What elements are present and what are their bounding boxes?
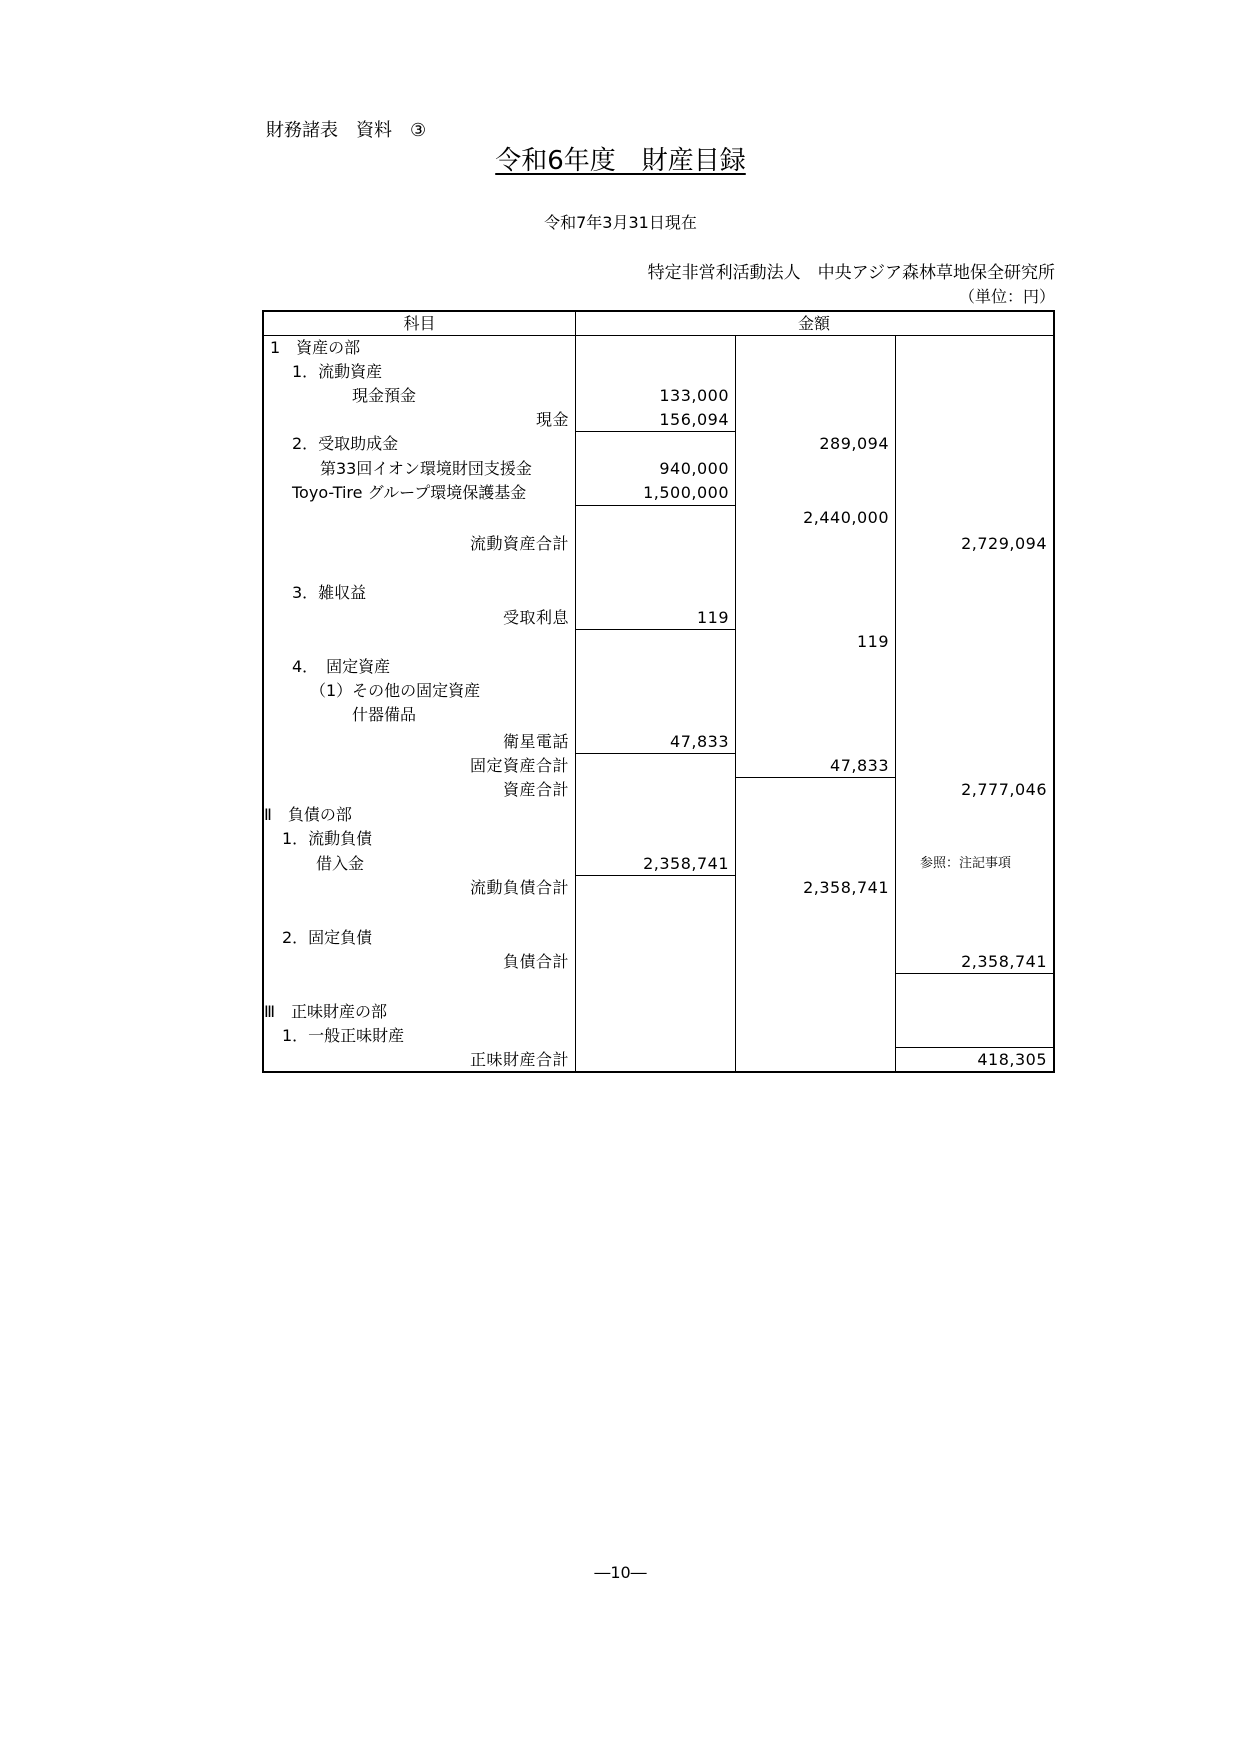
cash-deposits-amount: 133,000 (659, 386, 729, 405)
current-assets-total-label: 流動資産合計 (469, 534, 569, 553)
grants-receivable-label: 2．受取助成金 (292, 434, 399, 453)
organization-name: 特定非営利活動法人 中央アジア森林草地保全研究所 (647, 263, 1055, 283)
aeon-grant-amount: 940,000 (659, 459, 729, 478)
interest-received-amount: 119 (696, 608, 729, 627)
cash-label: 現金 (535, 410, 569, 429)
fixed-assets-total: 47,833 (830, 756, 889, 775)
fixtures-label: 什器備品 (352, 705, 417, 724)
interest-received-label: 受取利息 (502, 608, 569, 627)
borrowings-note: 参照：注記事項 (920, 856, 1012, 871)
unit-label: （単位：円） (958, 287, 1055, 306)
column-header-amount: 金額 (797, 314, 830, 333)
net-assets-total: 418,305 (977, 1050, 1047, 1069)
liabilities-section-label: Ⅱ 負債の部 (264, 805, 352, 824)
as-of-date: 令和7年3月31日現在 (544, 213, 697, 232)
liabilities-total-label: 負債合計 (502, 952, 569, 971)
current-liabilities-label: 1．流動負債 (282, 829, 373, 848)
page-title: 令和6年度 財産目録 (495, 146, 746, 176)
general-net-assets-label: 1．一般正味財産 (282, 1026, 405, 1045)
fixed-assets-label: 4． 固定資産 (292, 657, 391, 676)
fixed-assets-total-label: 固定資産合計 (469, 756, 569, 775)
column-header-subject: 科目 (403, 314, 436, 333)
current-assets-total: 2,729,094 (961, 534, 1047, 553)
fixed-liabilities-label: 2．固定負債 (282, 928, 373, 947)
net-assets-total-label: 正味財産合計 (469, 1050, 569, 1069)
borrowings-amount: 2,358,741 (643, 854, 729, 873)
satellite-phone-amount: 47,833 (670, 732, 729, 751)
grants-subtotal: 2,440,000 (803, 508, 889, 527)
assets-total-label: 資産合計 (502, 780, 569, 799)
net-assets-section-label: Ⅲ 正味財産の部 (264, 1002, 388, 1021)
current-liabilities-total: 2,358,741 (803, 878, 889, 897)
borrowings-label: 借入金 (316, 854, 365, 873)
assets-total: 2,777,046 (961, 780, 1047, 799)
current-liabilities-total-label: 流動負債合計 (469, 878, 569, 897)
toyo-grant-amount: 1,500,000 (643, 483, 729, 502)
liabilities-total: 2,358,741 (961, 952, 1047, 971)
misc-income-label: 3．雑収益 (292, 583, 367, 602)
interest-subtotal: 119 (856, 632, 889, 651)
cash-deposits-label: 現金預金 (352, 386, 417, 405)
page-number: ―10― (594, 1563, 647, 1582)
subtotal-rule (575, 505, 735, 506)
satellite-phone-label: 衛星電話 (502, 732, 569, 751)
toyo-grant-label: Toyo-Tire グループ環境保護基金 (292, 483, 527, 502)
property-inventory-table (262, 310, 1055, 1073)
current-assets-label: 1．流動資産 (292, 362, 383, 381)
document-header-label: 財務諸表 資料 ③ (266, 120, 427, 141)
aeon-grant-label: 第33回イオン環境財団支援金 (320, 459, 532, 478)
assets-section-label: 1 資産の部 (270, 338, 361, 357)
cash-subtotal: 289,094 (819, 434, 889, 453)
cash-amount: 156,094 (659, 410, 729, 429)
other-fixed-assets-label: （1）その他の固定資産 (310, 681, 481, 700)
